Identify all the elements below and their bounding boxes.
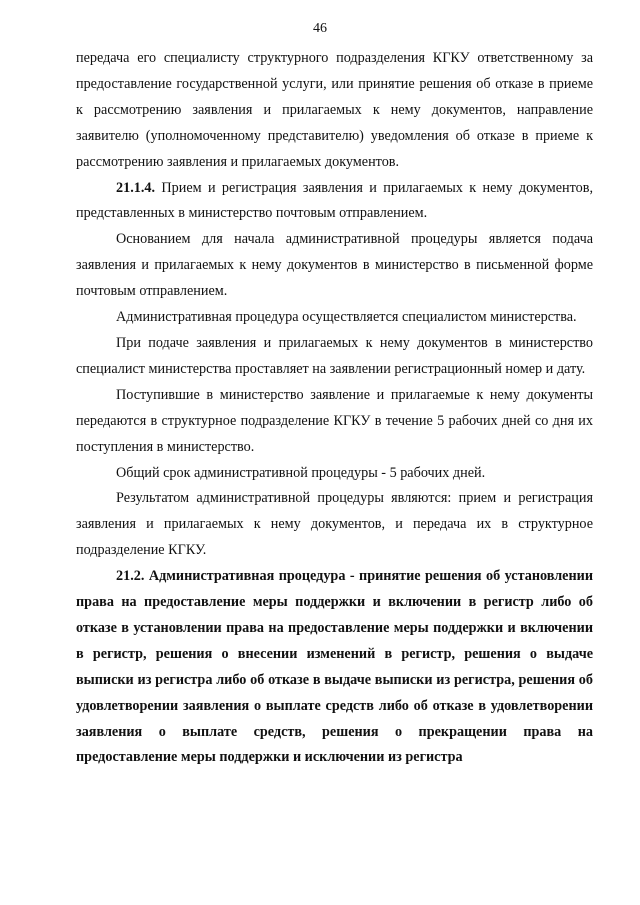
paragraph-text: Административная процедура - принятие решения об установлении права на предоставление меры поддержки и включении в регистр либо об отказе в установлении права на предоставление меры поддержки и включении в регистр, решения о внесении изменений в регистр, решения о выдаче выписки из регистра либо об отказе в выдаче выписки из регистра, решения об удовлетворении заявления о выплате средств либо об отказе в удовлетворении заявления о выплате средств, решения о прекращении права на предоставление меры поддержки и исключении из регистра bbox=[76, 568, 593, 766]
paragraph-transfer: Поступившие в министерство заявление и прилагаемые к нему документы передаются в структурное подразделение КГКУ в течение 5 рабочих дней со дня их поступления в министерство. bbox=[76, 386, 593, 455]
paragraph-registration: При подаче заявления и прилагаемых к нему документов в министерство специалист министерства проставляет на заявлении регистрационный номер и дату. bbox=[76, 334, 593, 377]
paragraph-basis: Основанием для начала административной процедуры является подача заявления и прилагаемых к нему документов в министерство в письменной форме почтовым отправлением. bbox=[76, 231, 593, 300]
paragraph-continuation: передача его специалисту структурного подразделения КГКУ ответственному за предоставление государственной услуги, или принятие решения об отказе в приеме к рассмотрению заявления и прилагаемых к нему документов, направление заявителю (уполномоченному представителю) уведомления об отказе в приеме к рассмотрению заявления и прилагаемых документов. bbox=[76, 50, 593, 170]
paragraph-21-1-4 bbox=[76, 176, 593, 228]
paragraph-result: Результатом административной процедуры являются: прием и регистрация заявления и прилагаемых к нему документов, и передача их в структурное подразделение КГКУ. bbox=[76, 490, 593, 559]
section-number: 21.1.4. bbox=[116, 179, 156, 196]
paragraph-21-2 bbox=[76, 564, 593, 771]
paragraph-text: Прием и регистрация заявления и прилагаемых к нему документов, представленных в министерство почтовым отправлением. bbox=[76, 179, 593, 222]
section-number: 21.2. bbox=[116, 568, 145, 585]
page-number: 46 bbox=[313, 21, 327, 36]
document-body bbox=[76, 46, 593, 771]
paragraph-performer: Административная процедура осуществляется специалистом министерства. bbox=[116, 309, 577, 326]
paragraph-term: Общий срок административной процедуры - 5 рабочих дней. bbox=[116, 464, 486, 481]
